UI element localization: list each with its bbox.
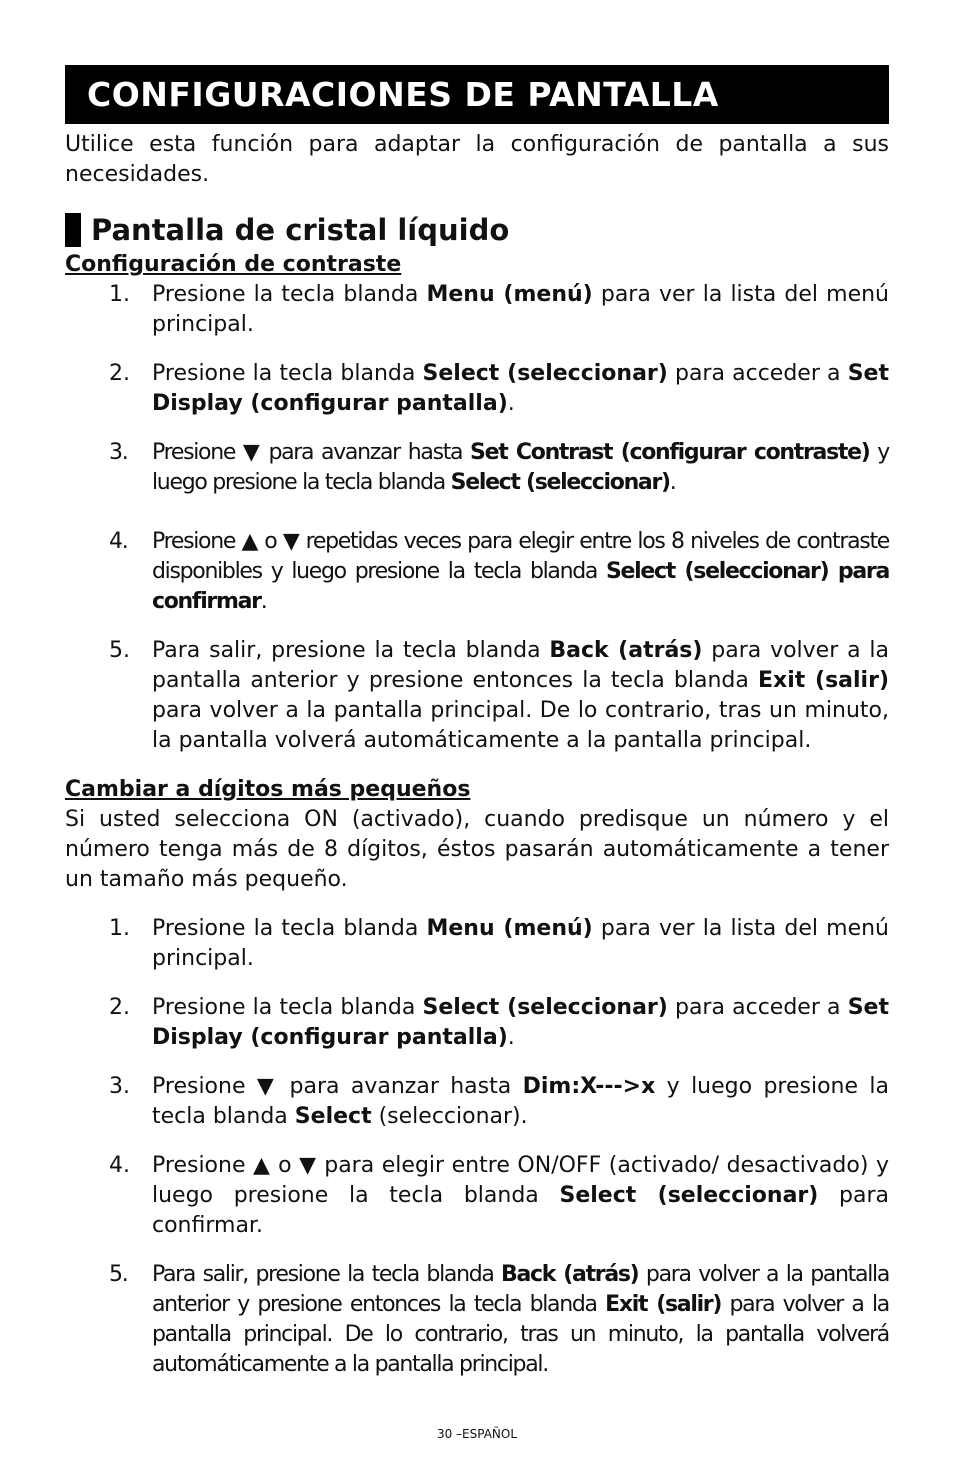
- step-bold: Set Display (configurar pantalla): [152, 361, 889, 416]
- step-text: Para salir, presione la tecla blanda: [152, 638, 550, 663]
- step-bold: Menu (menú): [426, 282, 593, 307]
- contrast-step-5: [65, 636, 889, 756]
- step-number: 2.: [109, 995, 130, 1020]
- digits-intro: Si usted selecciona ON (activado), cuando predisque un número y el número tenga más de 8 dígitos, éstos pasarán automáticamente a tener un tamaño más pequeño.: [65, 807, 889, 892]
- contrast-step-3: [65, 438, 889, 498]
- step-text: para acceder a: [667, 995, 848, 1020]
- step-text: .: [260, 589, 267, 614]
- step-text: .: [507, 391, 515, 416]
- step-bold: Exit (salir): [757, 668, 890, 693]
- step-bold: Set Display (configurar pantalla): [152, 995, 889, 1050]
- section-title: Pantalla de cristal líquido: [91, 213, 510, 247]
- digits-step-1: [65, 914, 889, 974]
- step-bold: Select (seleccionar): [559, 1183, 819, 1208]
- section-marker: [65, 213, 81, 247]
- step-text: Presione la tecla blanda: [152, 995, 423, 1020]
- intro-text: Utilice esta función para adaptar la configuración de pantalla a sus necesidades.: [65, 132, 889, 187]
- step-bold: Back (atrás): [501, 1262, 639, 1287]
- step-bold: Select (seleccionar): [422, 361, 668, 386]
- step-bold: Exit (salir): [605, 1292, 722, 1317]
- title-bar: [65, 65, 889, 124]
- step-text: Presione ▲ o ▼ repetidas veces para elegir entre los 8 niveles de contraste disponibles y luego presione la tecla blanda: [152, 529, 889, 584]
- step-number: 3.: [109, 1074, 130, 1099]
- step-text: para volver a la pantalla anterior y presione entonces la tecla blanda: [152, 638, 889, 693]
- digits-steps: [65, 914, 889, 1380]
- step-text: .: [507, 1025, 515, 1050]
- step-number: 4.: [109, 1153, 130, 1178]
- step-text: Presione la tecla blanda: [152, 282, 427, 307]
- step-text: para ver la lista del menú principal.: [152, 916, 889, 971]
- step-text: para volver a la pantalla principal. De lo contrario, tras un minuto, la pantalla volverá automáticamente a la pantalla principal.: [152, 698, 889, 753]
- step-bold: Select (seleccionar): [450, 470, 670, 495]
- contrast-steps: [65, 280, 889, 756]
- step-text: y luego presione la tecla blanda: [152, 1074, 889, 1129]
- step-text: Para salir, presione la tecla blanda: [152, 1262, 502, 1287]
- step-text: y luego presione la tecla blanda: [152, 440, 889, 495]
- section-header: [65, 210, 889, 250]
- digits-step-4: [65, 1151, 889, 1241]
- step-number: 4.: [109, 529, 128, 554]
- step-text: Presione la tecla blanda: [152, 916, 427, 941]
- step-text: .: [669, 470, 676, 495]
- step-text: (seleccionar).: [371, 1104, 528, 1129]
- step-text: Presione ▼ para avanzar hasta: [152, 1074, 523, 1099]
- step-bold: Dim:X--->x: [522, 1074, 656, 1099]
- step-bold: Select (seleccionar): [422, 995, 668, 1020]
- step-text: para acceder a: [667, 361, 848, 386]
- step-number: 3.: [109, 440, 128, 465]
- step-number: 5.: [109, 638, 130, 663]
- step-bold: Select (seleccionar) para confirmar: [152, 559, 889, 614]
- digits-heading: Cambiar a dígitos más pequeños: [65, 777, 471, 802]
- page-footer: 30 –ESPAÑOL: [436, 1427, 518, 1441]
- step-bold: Set Contrast (configurar contraste): [470, 440, 870, 465]
- contrast-step-1: [65, 280, 889, 340]
- digits-step-2: [65, 993, 889, 1053]
- contrast-step-2: [65, 359, 889, 419]
- step-text: para volver a la pantalla principal. De lo contrario, tras un minuto, la pantalla volverá automáticamente a la pantalla principal.: [152, 1292, 889, 1377]
- page-title: CONFIGURACIONES DE PANTALLA: [87, 75, 719, 114]
- step-text: para volver a la pantalla anterior y presione entonces la tecla blanda: [152, 1262, 890, 1317]
- step-number: 1.: [109, 282, 130, 307]
- step-bold: Menu (menú): [426, 916, 593, 941]
- step-bold: Select: [294, 1104, 372, 1129]
- step-text: Presione ▲ o ▼ para elegir entre ON/OFF (activado/ desactivado) y luego presione la tecla blanda: [152, 1153, 889, 1208]
- step-text: Presione la tecla blanda: [152, 361, 423, 386]
- step-text: Presione ▼ para avanzar hasta: [152, 440, 471, 465]
- manual-page: [65, 65, 889, 1380]
- step-text: para confirmar.: [152, 1183, 889, 1238]
- step-number: 1.: [109, 916, 130, 941]
- digits-step-5: [65, 1260, 889, 1380]
- step-text: para ver la lista del menú principal.: [152, 282, 889, 337]
- step-number: 2.: [109, 361, 130, 386]
- digits-step-3: [65, 1072, 889, 1132]
- step-number: 5.: [109, 1262, 128, 1287]
- step-bold: Back (atrás): [549, 638, 703, 663]
- contrast-heading: Configuración de contraste: [65, 252, 402, 277]
- contrast-step-4: [65, 527, 889, 617]
